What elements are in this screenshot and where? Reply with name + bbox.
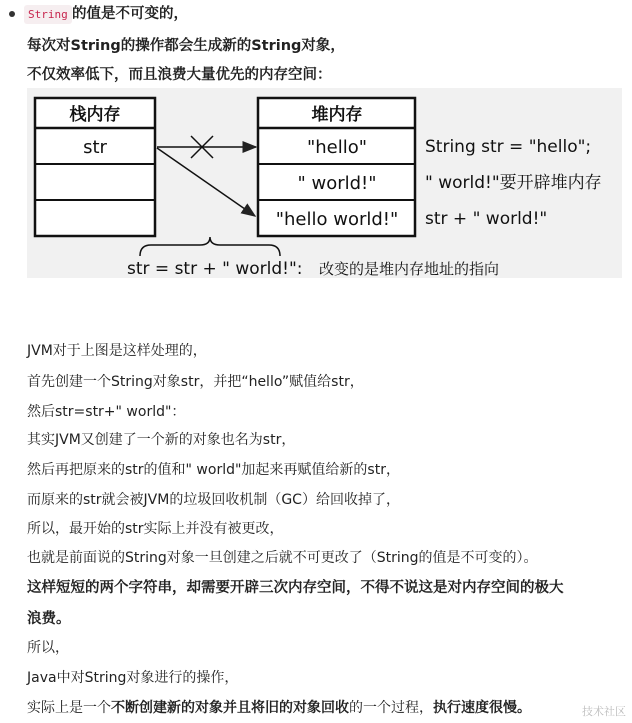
bottom-note: 改变的是堆内存地址的指向 [319,260,500,278]
heap-cell-hello-world: "hello world!" [275,209,399,230]
curly-brace [140,237,280,256]
intro-line-3: 不仅效率低下，而且浪费大量优先的内存空间： [27,67,332,83]
heap-cell-world: " world!" [297,173,377,194]
heap-header: 堆内存 [311,105,363,125]
label-string-str-hello: String str = "hello"; [425,137,592,157]
stack-memory-box [35,98,155,236]
new-reference-arrow [157,148,255,216]
para-line-3: 然后str=str+" world"： [27,404,186,420]
inline-code-string: String [24,5,72,24]
heap-memory-box [258,98,415,236]
para-line-13-b: 不断创建新的对象并且将旧的对象回收 [111,700,349,716]
para-line-9: 这样短短的两个字符串，却需要开辟三次内存空间，不得不说这是对内存空间的极大 [27,580,564,596]
label-str-plus-world: str + " world!" [425,209,548,229]
para-line-2: 首先创建一个String对象str，并把“hello”赋值给str， [27,374,364,390]
stack-header: 栈内存 [69,105,121,125]
bottom-expression: str = str + " world!": [127,259,303,278]
intro-line-1: 的值是不可变的， [72,6,188,22]
para-line-13-a: 实际上是一个 [27,700,111,716]
para-line-10: 浪费。 [27,611,71,627]
para-line-12: Java中对String对象进行的操作， [27,670,239,686]
para-line-1: JVM对于上图是这样处理的， [27,343,207,359]
bullet-dot [9,11,15,17]
site-watermark: 技术社区 [582,705,626,718]
intro-line-2: 每次对String的操作都会生成新的String对象， [27,38,345,54]
para-line-8: 也就是前面说的String对象一旦创建之后就不可更改了（String的值是不可变的）。 [27,550,538,566]
para-line-4: 其实JVM又创建了一个新的对象也名为str， [27,432,296,448]
para-line-5: 然后再把原来的str的值和" world"加起来再赋值给新的str， [27,462,400,478]
stack-cell-str: str [83,137,107,158]
para-line-13-c: 的一个过程， [349,700,433,716]
label-world-heap: " world!"要开辟堆内存 [425,173,602,193]
para-line-6: 而原来的str就会被JVM的垃圾回收机制（GC）给回收掉了， [27,492,400,508]
para-line-7: 所以，最开始的str实际上并没有被更改， [27,521,284,537]
para-line-11: 所以， [27,640,69,656]
para-line-13 [27,698,531,718]
heap-cell-hello: "hello" [306,137,368,158]
memory-diagram [27,88,622,278]
para-line-13-d: 执行速度很慢。 [433,700,531,716]
